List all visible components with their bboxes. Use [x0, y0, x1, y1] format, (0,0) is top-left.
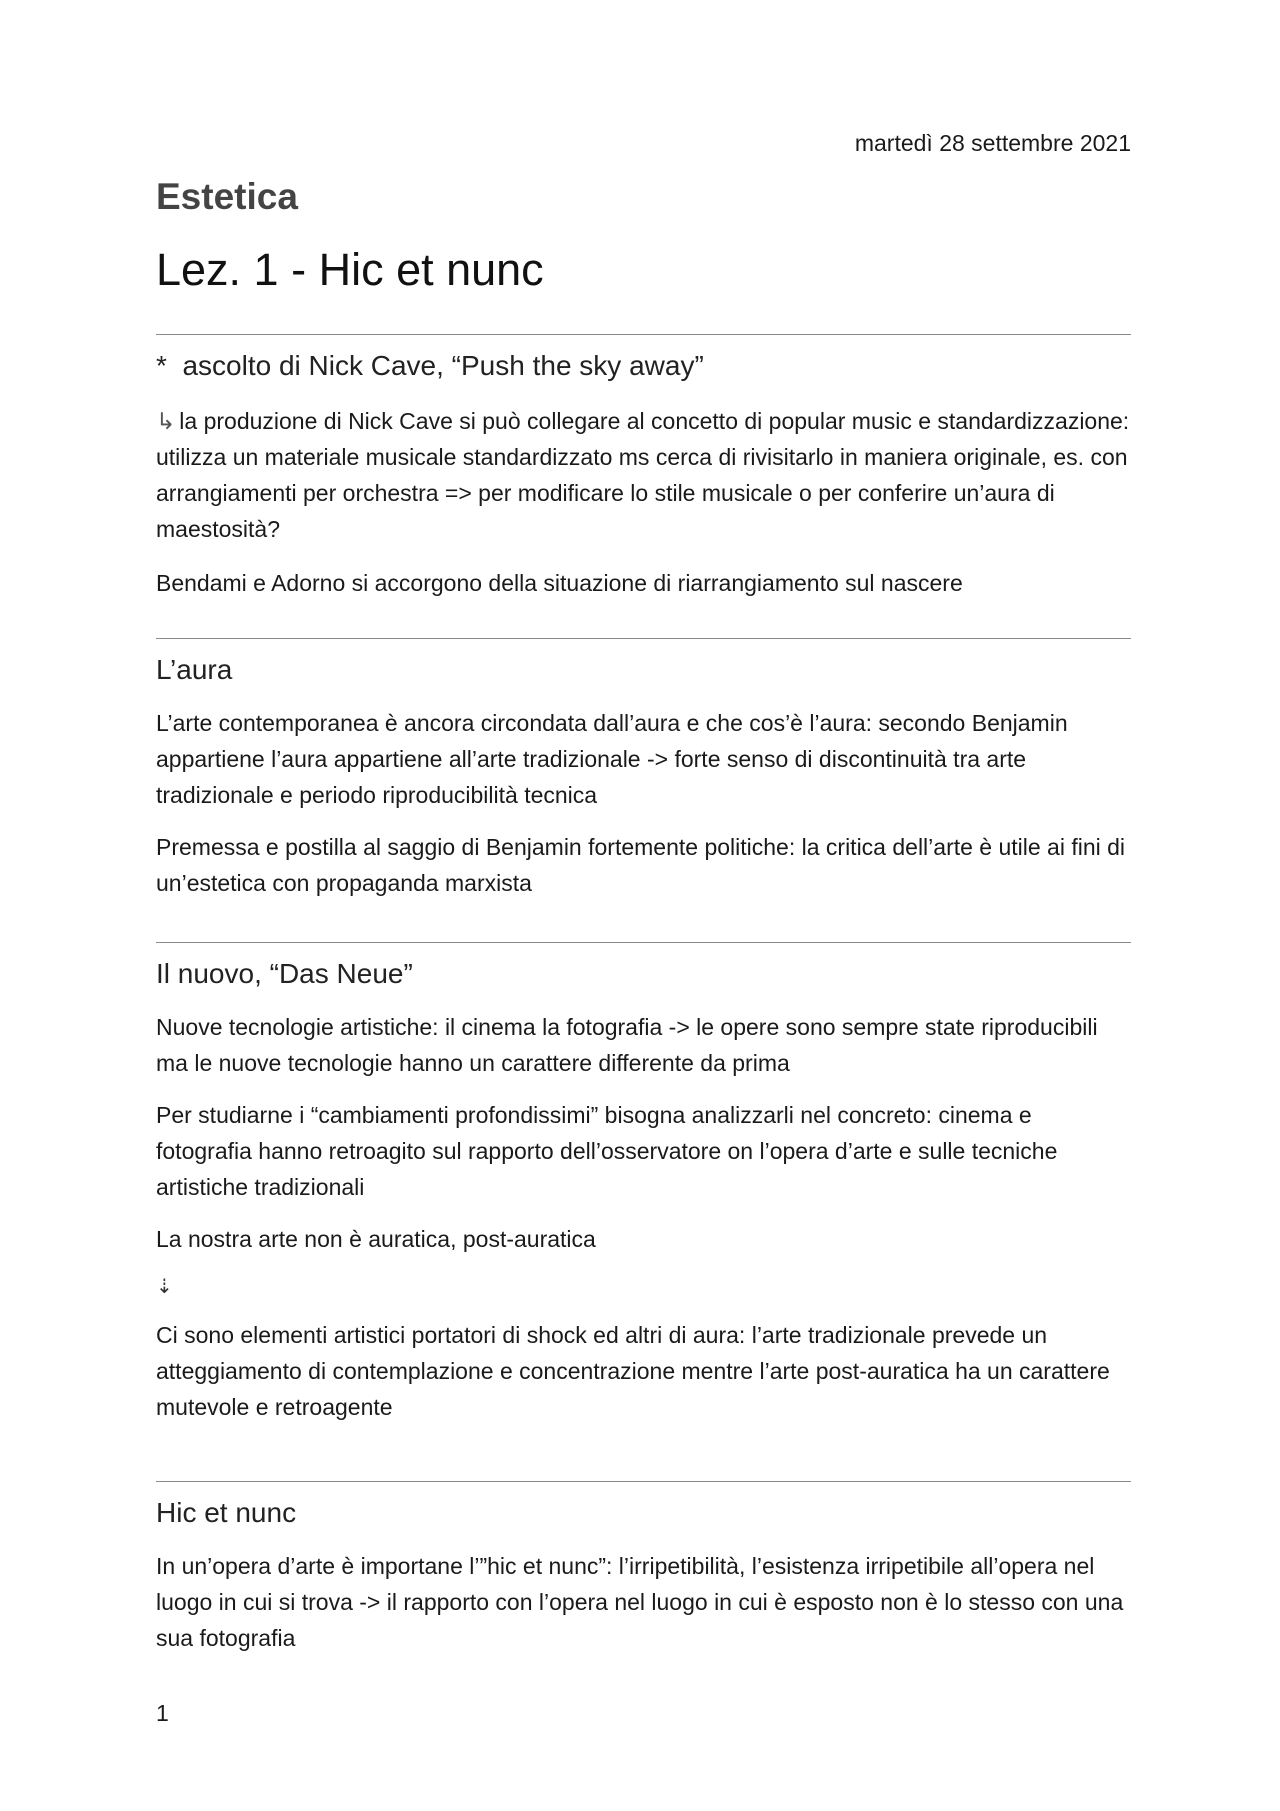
subject-title: Estetica [156, 176, 298, 217]
divider [156, 942, 1131, 943]
page-number: 1 [156, 1700, 169, 1726]
divider [156, 334, 1131, 335]
reply-arrow-icon: ↳ [156, 408, 176, 434]
lecture-title: Lez. 1 - Hic et nunc [156, 244, 544, 295]
section-hic-et-nunc [156, 1481, 1131, 1656]
paragraph: Nuove tecnologie artistiche: il cinema la fotografia -> le opere sono sempre state riproducibili ma le nuove tecnologie hanno un carattere differente da prima [156, 1014, 1098, 1076]
divider [156, 1481, 1131, 1482]
section-nick-cave [156, 334, 1131, 601]
date: martedì 28 settembre 2021 [854, 130, 1131, 156]
paragraph: La nostra arte non è auratica, post-auratica [156, 1226, 596, 1252]
section-title [156, 349, 1131, 383]
section-aura [156, 638, 1131, 901]
paragraph: In un’opera d’arte è importane l’”hic et nunc”: l’irripetibilità, l’esistenza irripetibile all’opera nel luogo in cui si trova -> il rapporto con l’opera nel luogo in cui è esposto non è lo stesso con una sua fotografia [156, 1553, 1124, 1651]
section-title-text: ascolto di Nick Cave, “Push the sky away” [182, 350, 704, 381]
section-das-neue [156, 942, 1131, 1425]
paragraph: ↳ la produzione di Nick Cave si può collegare al concetto di popular music e standardizzazione: utilizza un materiale musicale standardizzato ms cerca di rivisitarlo in maniera originale, es. con arrangiamenti per orchestra => per modificare lo stile musicale o per conferire un’aura di maestosità? [156, 403, 1131, 547]
paragraph: Ci sono elementi artistici portatori di shock ed altri di aura: l’arte tradizionale prevede un atteggiamento di contemplazione e concentrazione mentre l’arte post-auratica ha un carattere mutevole e retroagente [156, 1322, 1110, 1420]
section-title: L’aura [156, 654, 233, 685]
down-arrow-icon: ⇣ [156, 1276, 173, 1298]
section-title: Hic et nunc [156, 1497, 297, 1528]
paragraph: Bendami e Adorno si accorgono della situazione di riarrangiamento sul nascere [156, 570, 963, 596]
section-title: Il nuovo, “Das Neue” [156, 958, 413, 989]
bullet-marker: * [156, 350, 167, 381]
paragraph: L’arte contemporanea è ancora circondata dall’aura e che cos’è l’aura: secondo Benjamin appartiene l’aura appartiene all’arte tradizionale -> forte senso di discontinuità tra arte tradizionale e periodo riproducibilità tecnica [156, 710, 1068, 808]
paragraph: Premessa e postilla al saggio di Benjamin fortemente politiche: la critica dell’arte è utile ai fini di un’estetica con propaganda marxista [156, 834, 1126, 896]
divider [156, 638, 1131, 639]
paragraph: Per studiarne i “cambiamenti profondissimi” bisogna analizzarli nel concreto: cinema e fotografia hanno retroagito sul rapporto dell’osservatore on l’opera d’arte e sulle tecniche artistiche tradizionali [156, 1102, 1058, 1200]
